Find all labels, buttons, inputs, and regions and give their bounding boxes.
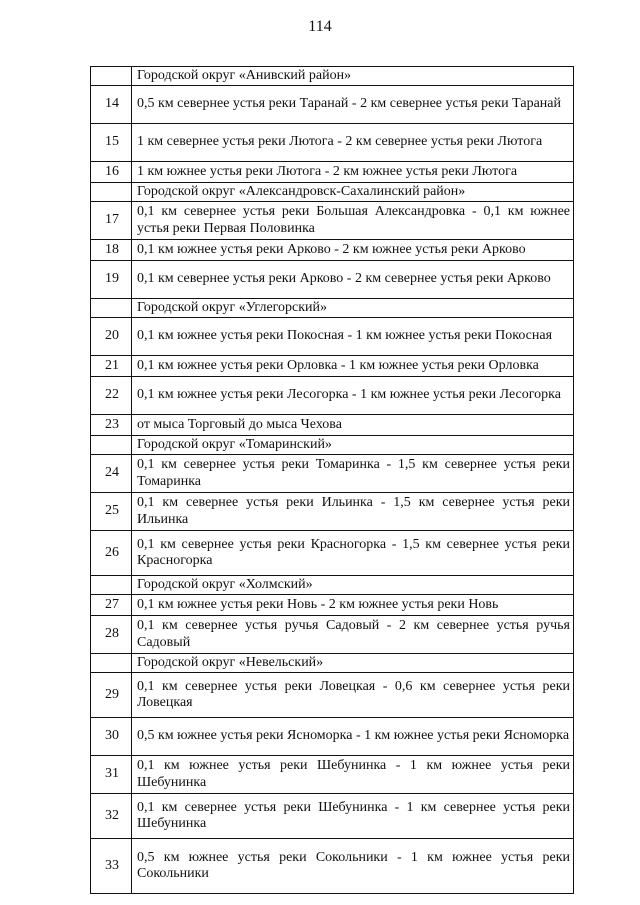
row-number: 32 (91, 794, 132, 839)
row-number: 24 (91, 455, 132, 493)
coastal-sections-table (90, 66, 574, 894)
row-number: 25 (91, 493, 132, 531)
row-number: 26 (91, 531, 132, 576)
district-header: Городской округ «Холмский» (132, 576, 574, 595)
district-header-row (91, 436, 574, 455)
section-description: 0,5 км южнее устья реки Сокольники - 1 км южнее устья реки Сокольники (132, 839, 574, 894)
district-header-row (91, 67, 574, 86)
table-row (91, 202, 574, 240)
row-number: 29 (91, 673, 132, 718)
table-row (91, 162, 574, 183)
row-number: 22 (91, 377, 132, 415)
row-number: 14 (91, 86, 132, 124)
section-description: 0,1 км севернее устья реки Арково - 2 км севернее устья реки Арково (132, 261, 574, 299)
table-row (91, 718, 574, 756)
section-description: 1 км южнее устья реки Лютога - 2 км южнее устья реки Лютога (132, 162, 574, 183)
table-row (91, 839, 574, 894)
row-number: 17 (91, 202, 132, 240)
table-row (91, 794, 574, 839)
section-description: 0,1 км южнее устья реки Лесогорка - 1 км южнее устья реки Лесогорка (132, 377, 574, 415)
district-header: Городской округ «Невельский» (132, 654, 574, 673)
table-row (91, 356, 574, 377)
section-description: 0,1 км севернее устья реки Красногорка - 1,5 км севернее устья реки Красногорка (132, 531, 574, 576)
row-number: 33 (91, 839, 132, 894)
table-row (91, 318, 574, 356)
section-description: 1 км севернее устья реки Лютога - 2 км севернее устья реки Лютога (132, 124, 574, 162)
row-number: 16 (91, 162, 132, 183)
row-number: 21 (91, 356, 132, 377)
row-number: 31 (91, 756, 132, 794)
table-row (91, 493, 574, 531)
empty-number-cell (91, 299, 132, 318)
table-row (91, 240, 574, 261)
row-number: 28 (91, 616, 132, 654)
section-description: 0,1 км севернее устья реки Ловецкая - 0,6 км севернее устья реки Ловецкая (132, 673, 574, 718)
section-description: 0,1 км севернее устья реки Ильинка - 1,5 км севернее устья реки Ильинка (132, 493, 574, 531)
row-number: 20 (91, 318, 132, 356)
empty-number-cell (91, 67, 132, 86)
section-description: 0,1 км севернее устья реки Томаринка - 1,5 км севернее устья реки Томаринка (132, 455, 574, 493)
table-row (91, 415, 574, 436)
table-row (91, 377, 574, 415)
empty-number-cell (91, 654, 132, 673)
row-number: 27 (91, 595, 132, 616)
row-number: 19 (91, 261, 132, 299)
district-header: Городской округ «Анивский район» (132, 67, 574, 86)
district-header: Городской округ «Александровск-Сахалинский район» (132, 183, 574, 202)
district-header: Городской округ «Углегорский» (132, 299, 574, 318)
section-description: 0,1 км южнее устья реки Орловка - 1 км южнее устья реки Орловка (132, 356, 574, 377)
table-row (91, 124, 574, 162)
section-description: 0,1 км южнее устья реки Шебунинка - 1 км южнее устья реки Шебунинка (132, 756, 574, 794)
table-row (91, 756, 574, 794)
row-number: 30 (91, 718, 132, 756)
table-row (91, 261, 574, 299)
section-description: 0,1 км севернее устья ручья Садовый - 2 км севернее устья ручья Садовый (132, 616, 574, 654)
empty-number-cell (91, 183, 132, 202)
section-description: от мыса Торговый до мыса Чехова (132, 415, 574, 436)
section-description: 0,1 км севернее устья реки Большая Александровка - 0,1 км южнее устья реки Первая Половинка (132, 202, 574, 240)
district-header-row (91, 299, 574, 318)
table-row (91, 86, 574, 124)
table-row (91, 595, 574, 616)
section-description: 0,1 км южнее устья реки Арково - 2 км южнее устья реки Арково (132, 240, 574, 261)
page-number: 114 (308, 18, 332, 35)
empty-number-cell (91, 576, 132, 595)
table-row (91, 531, 574, 576)
district-header-row (91, 576, 574, 595)
table-row (91, 616, 574, 654)
district-header-row (91, 654, 574, 673)
table-row (91, 455, 574, 493)
row-number: 18 (91, 240, 132, 261)
empty-number-cell (91, 436, 132, 455)
row-number: 23 (91, 415, 132, 436)
district-header: Городской округ «Томаринский» (132, 436, 574, 455)
row-number: 15 (91, 124, 132, 162)
section-description: 0,1 км южнее устья реки Покосная - 1 км южнее устья реки Покосная (132, 318, 574, 356)
section-description: 0,5 км севернее устья реки Таранай - 2 км севернее устья реки Таранай (132, 86, 574, 124)
section-description: 0,5 км южнее устья реки Ясноморка - 1 км южнее устья реки Ясноморка (132, 718, 574, 756)
section-description: 0,1 км севернее устья реки Шебунинка - 1 км севернее устья реки Шебунинка (132, 794, 574, 839)
section-description: 0,1 км южнее устья реки Новь - 2 км южнее устья реки Новь (132, 595, 574, 616)
table-row (91, 673, 574, 718)
district-header-row (91, 183, 574, 202)
